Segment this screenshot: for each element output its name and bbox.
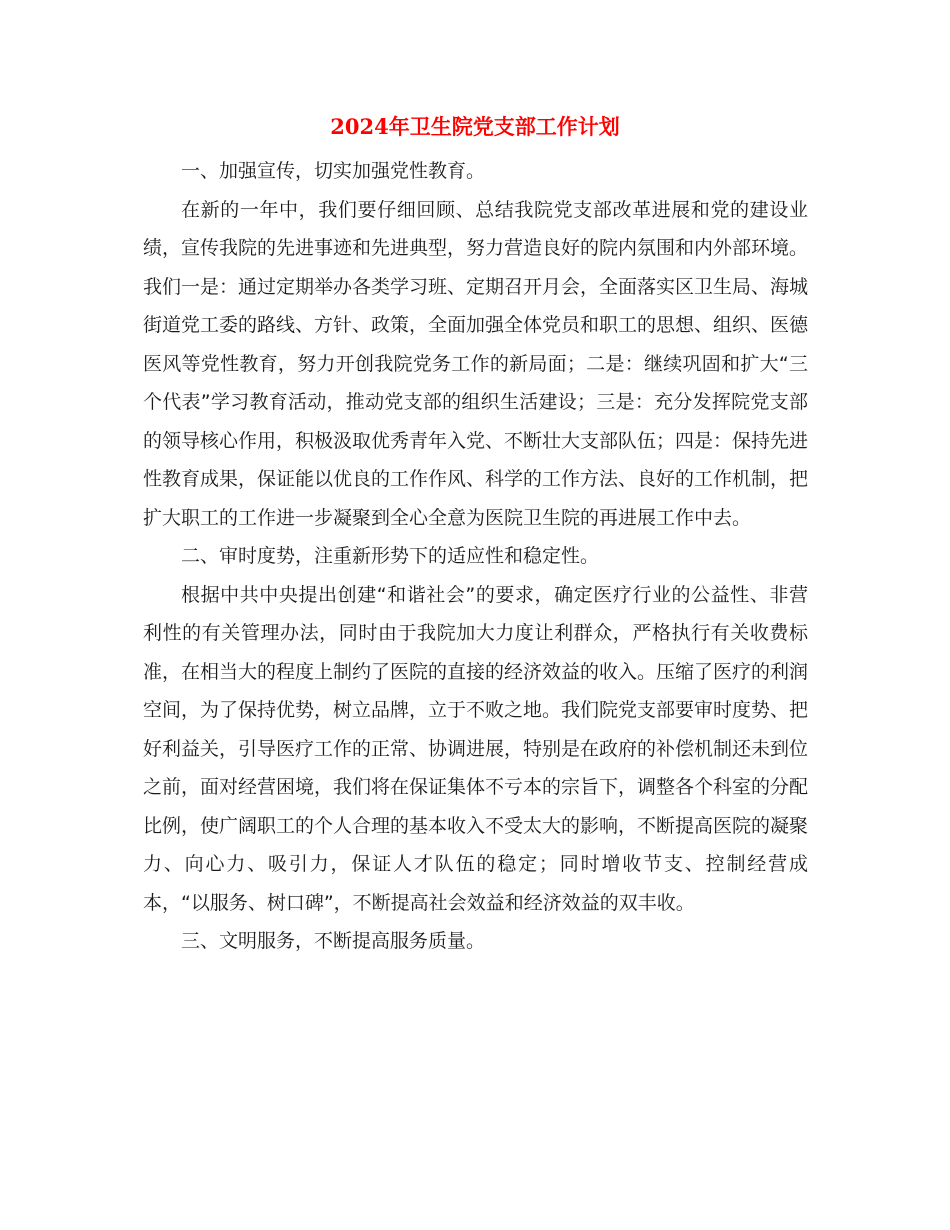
section-paragraph-2: 根据中共中央提出创建“和谐社会”的要求，确定医疗行业的公益性、非营利性的有关管理办法，同时由于我院加大力度让利群众，严格执行有关收费标准，在相当大的程度上制约了医院的直接的经济效益的收入。压缩了医疗的利润空间，为了保持优势，树立品牌，立于不败之地。我们院党支部要审时度势、把好利益关，引导医疗工作的正常、协调进展，特别是在政府的补偿机制还未到位之前，面对经营困境，我们将在保证集体不亏本的宗旨下，调整各个科室的分配比例，使广阔职工的个人合理的基本收入不受太大的影响，不断提高医院的凝聚力、向心力、吸引力，保证人才队伍的稳定；同时增收节支、控制经营成本，“以服务、树口碑”，不断提高社会效益和经济效益的双丰收。 bbox=[143, 583, 809, 914]
section-paragraph-1: 在新的一年中，我们要仔细回顾、总结我院党支部改革进展和党的建设业绩，宣传我院的先进事迹和先进典型，努力营造良好的院内氛围和内外部环境。我们一是：通过定期举办各类学习班、定期召开月会，全面落实区卫生局、海城街道党工委的路线、方针、政策，全面加强全体党员和职工的思想、组织、医德医风等党性教育，努力开创我院党务工作的新局面；二是：继续巩固和扩大“三个代表”学习教育活动，推动党支部的组织生活建设；三是：充分发挥院党支部的领导核心作用，积极汲取优秀青年入党、不断壮大支部队伍；四是：保持先进性教育成果，保证能以优良的工作作风、科学的工作方法、良好的工作机制，把扩大职工的工作进一步凝聚到全心全意为医院卫生院的再进展工作中去。 bbox=[143, 198, 809, 529]
document-title: 2024年卫生院党支部工作计划 bbox=[330, 114, 620, 139]
section-heading-3: 三、文明服务，不断提高服务质量。 bbox=[181, 930, 486, 952]
section-heading-2: 二、审时度势，注重新形势下的适应性和稳定性。 bbox=[181, 545, 600, 567]
document-body bbox=[143, 152, 808, 961]
section-heading-1: 一、加强宣传，切实加强党性教育。 bbox=[181, 160, 486, 182]
